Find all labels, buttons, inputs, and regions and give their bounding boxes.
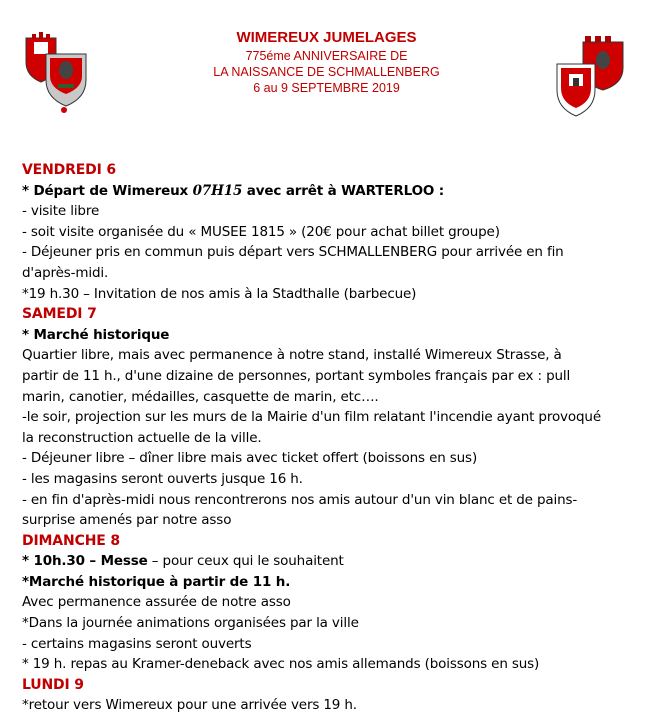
header-line-2: LA NAISSANCE DE SCHMALLENBERG (213, 65, 440, 79)
day-title-friday: VENDREDI 6 (22, 162, 117, 178)
document-header (0, 28, 653, 96)
monday-line-1: *retour vers Wimereux pour une arrivée vers 19 h. (22, 697, 357, 714)
saturday-line-2: Quartier libre, mais avec permanence à notre stand, installé Wimereux Strasse, à (22, 347, 562, 364)
day-title-sunday: DIMANCHE 8 (22, 532, 120, 549)
day-title-saturday: SAMEDI 7 (22, 306, 97, 323)
header-title: WIMEREUX JUMELAGES (236, 29, 417, 46)
sunday-line-3: Avec permanence assurée de notre asso (22, 594, 291, 611)
header-line-3: 6 au 9 SEPTEMBRE 2019 (253, 81, 400, 95)
sunday-line-6: * 19 h. repas au Kramer-deneback avec nos amis allemands (boissons en sus) (22, 656, 540, 673)
sunday-line-1: * 10h.30 – Messe – pour ceux qui le souhaitent (22, 553, 344, 570)
saturday-line-1: * Marché historique (22, 326, 170, 343)
sunday-line-5: - certains magasins seront ouverts (22, 635, 252, 652)
friday-line-2: - soit visite organisée du « MUSEE 1815 » (20€ pour achat billet groupe) (22, 223, 500, 240)
header-line-1: 775éme ANNIVERSAIRE DE (245, 49, 408, 63)
saturday-line-3: partir de 11 h., d'une dizaine de personnes, portant symboles français par ex : pull (22, 367, 571, 384)
sunday-line-4: *Dans la journée animations organisées par la ville (22, 615, 359, 632)
friday-line-5: *19 h.30 – Invitation de nos amis à la Stadthalle (barbecue) (22, 285, 417, 302)
sunday-line-2: *Marché historique à partir de 11 h. (22, 573, 291, 590)
saturday-line-9: - en fin d'après-midi nous rencontrerons nos amis autour d'un vin blanc et de pains- (22, 491, 578, 508)
friday-line-4: d'après-midi. (22, 264, 109, 281)
program-content (22, 160, 632, 716)
saturday-line-4: marin, canotier, médailles, casquette de marin, etc…. (22, 388, 379, 405)
saturday-line-7: - Déjeuner libre – dîner libre mais avec ticket offert (boissons en sus) (22, 450, 478, 467)
saturday-line-6: la reconstruction actuelle de la ville. (22, 429, 262, 446)
saturday-line-10: surprise amenés par notre asso (22, 512, 232, 529)
departure-time: 07H15 (192, 182, 243, 199)
friday-departure: * Départ de Wimereux 07H15 avec arrêt à WARTERLOO : (22, 182, 445, 199)
friday-line-1: - visite libre (22, 203, 100, 220)
day-title-monday: LUNDI 9 (22, 676, 84, 693)
saturday-line-8: - les magasins seront ouverts jusque 16 h. (22, 470, 303, 487)
friday-line-3: - Déjeuner pris en commun puis départ vers SCHMALLENBERG pour arrivée en fin (22, 244, 564, 261)
saturday-line-5: -le soir, projection sur les murs de la Mairie d'un film relatant l'incendie ayant provoqué (22, 409, 601, 426)
